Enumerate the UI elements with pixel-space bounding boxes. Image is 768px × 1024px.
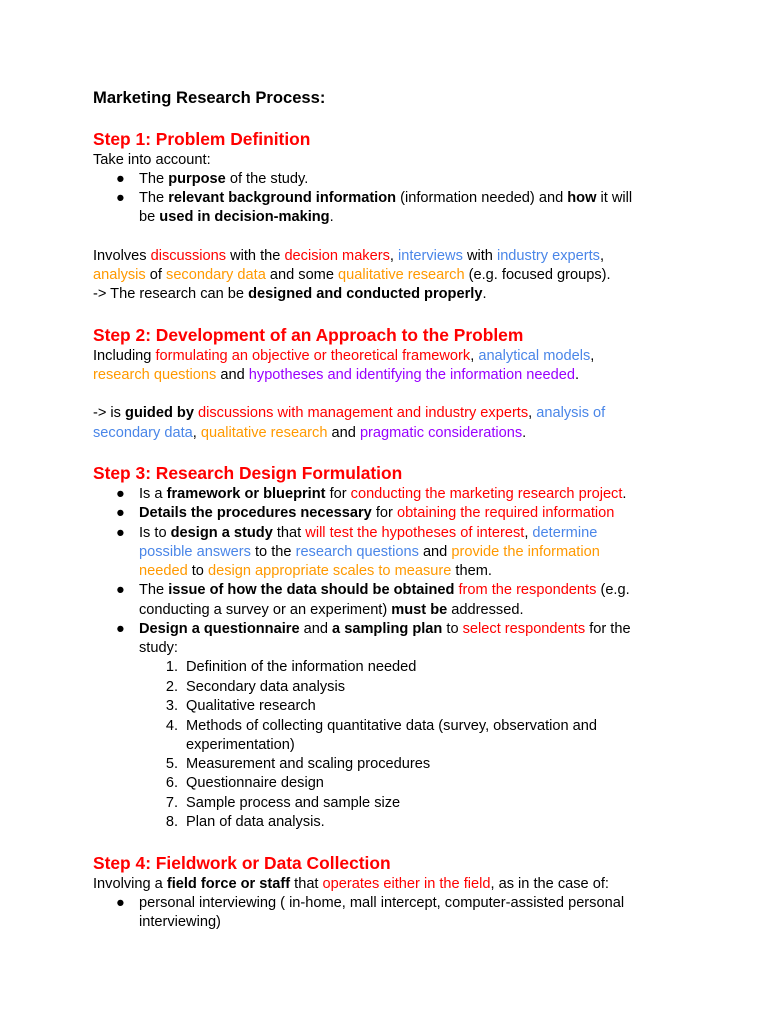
text-run: (e.g. xyxy=(596,582,630,598)
bullet-text-continued xyxy=(139,208,334,227)
bullet-text xyxy=(139,581,630,600)
text-run: a sampling plan xyxy=(332,621,443,637)
text-run: issue of how the data should be obtained xyxy=(168,582,455,598)
text-run: (e.g. focused groups). xyxy=(464,267,611,283)
text-run: from the respondents xyxy=(458,582,597,598)
text-run: design a study xyxy=(170,525,273,541)
text-run: for the xyxy=(585,621,631,637)
text-run: research questions xyxy=(295,544,419,560)
bullet-text-continued xyxy=(139,639,178,658)
text-run: interviewing) xyxy=(139,914,221,930)
text-run: with xyxy=(462,248,497,264)
text-run: be xyxy=(139,209,160,225)
bullet-marker: ● xyxy=(116,190,125,206)
text-run: addressed. xyxy=(447,602,524,618)
text-line xyxy=(93,151,211,170)
text-run: The xyxy=(139,190,169,206)
text-run: and xyxy=(327,425,360,441)
text-run: The xyxy=(139,582,169,598)
bullet-marker: ● xyxy=(116,486,125,502)
list-item: Qualitative research xyxy=(186,698,316,714)
text-run: The xyxy=(139,171,169,187)
bullet-marker: ● xyxy=(116,505,125,521)
text-run: Design a questionnaire xyxy=(139,621,300,637)
text-run: to xyxy=(442,621,463,637)
text-run: , xyxy=(470,348,479,364)
text-run: will test the hypotheses of interest xyxy=(305,525,525,541)
text-run: framework or blueprint xyxy=(166,486,326,502)
text-run: how xyxy=(567,190,597,206)
text-line xyxy=(93,366,579,385)
text-line xyxy=(93,247,604,266)
text-run: Involves xyxy=(93,248,151,264)
text-run: provide the information xyxy=(451,544,600,560)
text-run: to the xyxy=(250,544,296,560)
text-run: designed and conducted properly xyxy=(248,286,483,302)
step-4-heading: Step 4: Fieldwork or Data Collection xyxy=(93,853,391,873)
list-item: Questionnaire design xyxy=(186,775,324,791)
text-run: , xyxy=(389,248,398,264)
bullet-text xyxy=(139,894,624,913)
text-run: and xyxy=(216,367,249,383)
text-run: that xyxy=(290,876,323,892)
list-number: 2. xyxy=(165,679,178,695)
text-line xyxy=(93,875,609,894)
text-run: design appropriate scales to measure xyxy=(207,563,452,579)
text-run: qualitative research xyxy=(338,267,465,283)
text-run: determine xyxy=(532,525,598,541)
list-item: Measurement and scaling procedures xyxy=(186,756,431,772)
bullet-text xyxy=(139,189,632,208)
text-run: conducting a survey or an experiment) xyxy=(139,602,392,618)
text-run: Is to xyxy=(139,525,171,541)
text-run: hypotheses and identifying the information needed xyxy=(248,367,575,383)
text-run: obtaining the required information xyxy=(396,505,615,521)
text-line xyxy=(93,404,605,423)
text-run: analysis of xyxy=(536,405,606,421)
bullet-text xyxy=(139,504,614,523)
list-item-continued: experimentation) xyxy=(186,737,295,753)
step-1-heading: Step 1: Problem Definition xyxy=(93,129,311,149)
text-run: , xyxy=(524,525,533,541)
text-run: field force or staff xyxy=(166,876,291,892)
text-run: of xyxy=(145,267,167,283)
text-run: . xyxy=(574,367,580,383)
list-number: 8. xyxy=(165,814,178,830)
text-run: must be xyxy=(391,602,448,618)
list-item: Secondary data analysis xyxy=(186,679,346,695)
text-run: pragmatic considerations xyxy=(359,425,523,441)
text-run: relevant background information xyxy=(168,190,397,206)
text-run: that xyxy=(272,525,306,541)
text-run: . xyxy=(482,286,487,302)
text-run: guided by xyxy=(125,405,194,421)
text-run: them. xyxy=(451,563,492,579)
text-run: Is a xyxy=(139,486,167,502)
text-run: . xyxy=(622,486,627,502)
text-run: to xyxy=(187,563,208,579)
list-item: Methods of collecting quantitative data (survey, observation and xyxy=(186,718,598,734)
text-run: operates either in the field xyxy=(322,876,491,892)
document-title: Marketing Research Process: xyxy=(93,88,326,107)
text-run: , xyxy=(590,348,595,364)
text-run: for xyxy=(325,486,351,502)
text-run: industry experts xyxy=(496,248,600,264)
text-line xyxy=(93,424,526,443)
text-run: decision makers xyxy=(284,248,390,264)
text-run: . xyxy=(522,425,527,441)
bullet-text xyxy=(139,170,308,189)
text-run: Details the procedures necessary xyxy=(139,505,372,521)
text-run: discussions with management and industry experts xyxy=(198,405,529,421)
text-run: , as in the case of: xyxy=(490,876,609,892)
text-run: -> The research can be xyxy=(93,286,249,302)
text-run: Take into account: xyxy=(93,152,211,168)
text-run: and xyxy=(299,621,333,637)
list-number: 4. xyxy=(165,718,178,734)
text-run: formulating an objective or theoretical framework xyxy=(155,348,471,364)
list-number: 1. xyxy=(165,659,178,675)
text-run: , xyxy=(528,405,537,421)
bullet-text-continued xyxy=(139,601,524,620)
text-run: and xyxy=(418,544,452,560)
step-2-heading: Step 2: Development of an Approach to the Problem xyxy=(93,325,524,345)
text-run: analysis xyxy=(93,267,146,283)
text-run: needed xyxy=(139,563,188,579)
bullet-text xyxy=(139,620,631,639)
bullet-text-continued xyxy=(139,562,492,581)
bullet-marker: ● xyxy=(116,582,125,598)
text-run: discussions xyxy=(150,248,227,264)
text-run: research questions xyxy=(93,367,217,383)
text-run: select respondents xyxy=(462,621,586,637)
step-3-heading: Step 3: Research Design Formulation xyxy=(93,463,403,483)
list-number: 7. xyxy=(165,795,178,811)
list-number: 6. xyxy=(165,775,178,791)
bullet-text-continued xyxy=(139,543,600,562)
bullet-text-continued xyxy=(139,913,221,932)
list-item: Definition of the information needed xyxy=(186,659,417,675)
list-item: Sample process and sample size xyxy=(186,795,401,811)
text-run: Including xyxy=(93,348,156,364)
text-run: analytical models xyxy=(478,348,591,364)
text-run: used in decision-making xyxy=(159,209,330,225)
bullet-text xyxy=(139,524,597,543)
text-run: (information needed) and xyxy=(396,190,568,206)
bullet-marker: ● xyxy=(116,525,125,541)
text-run: secondary data xyxy=(166,267,266,283)
text-run: -> is xyxy=(93,405,126,421)
text-run: , xyxy=(599,248,605,264)
text-run: possible answers xyxy=(139,544,251,560)
text-line xyxy=(93,266,611,285)
bullet-text xyxy=(139,485,626,504)
text-run: conducting the marketing research project xyxy=(350,486,623,502)
bullet-marker: ● xyxy=(116,895,125,911)
list-item: Plan of data analysis. xyxy=(186,814,325,830)
bullet-marker: ● xyxy=(116,171,125,187)
list-number: 5. xyxy=(165,756,178,772)
text-run: secondary data xyxy=(93,425,193,441)
text-run: , xyxy=(192,425,201,441)
bullet-marker: ● xyxy=(116,621,125,637)
text-run: purpose xyxy=(168,171,226,187)
text-run: with the xyxy=(226,248,285,264)
text-run: and some xyxy=(265,267,339,283)
text-line xyxy=(93,347,594,366)
list-number: 3. xyxy=(165,698,178,714)
text-run: personal interviewing ( in-home, mall intercept, computer-assisted personal xyxy=(139,895,625,911)
text-run: for xyxy=(371,505,397,521)
text-run: Involving a xyxy=(93,876,167,892)
text-run: study: xyxy=(139,640,178,656)
text-run: qualitative research xyxy=(200,425,328,441)
text-run: interviews xyxy=(398,248,463,264)
text-run: of the study. xyxy=(225,171,309,187)
text-line xyxy=(93,285,487,304)
text-run: . xyxy=(329,209,334,225)
text-run: it will xyxy=(596,190,633,206)
